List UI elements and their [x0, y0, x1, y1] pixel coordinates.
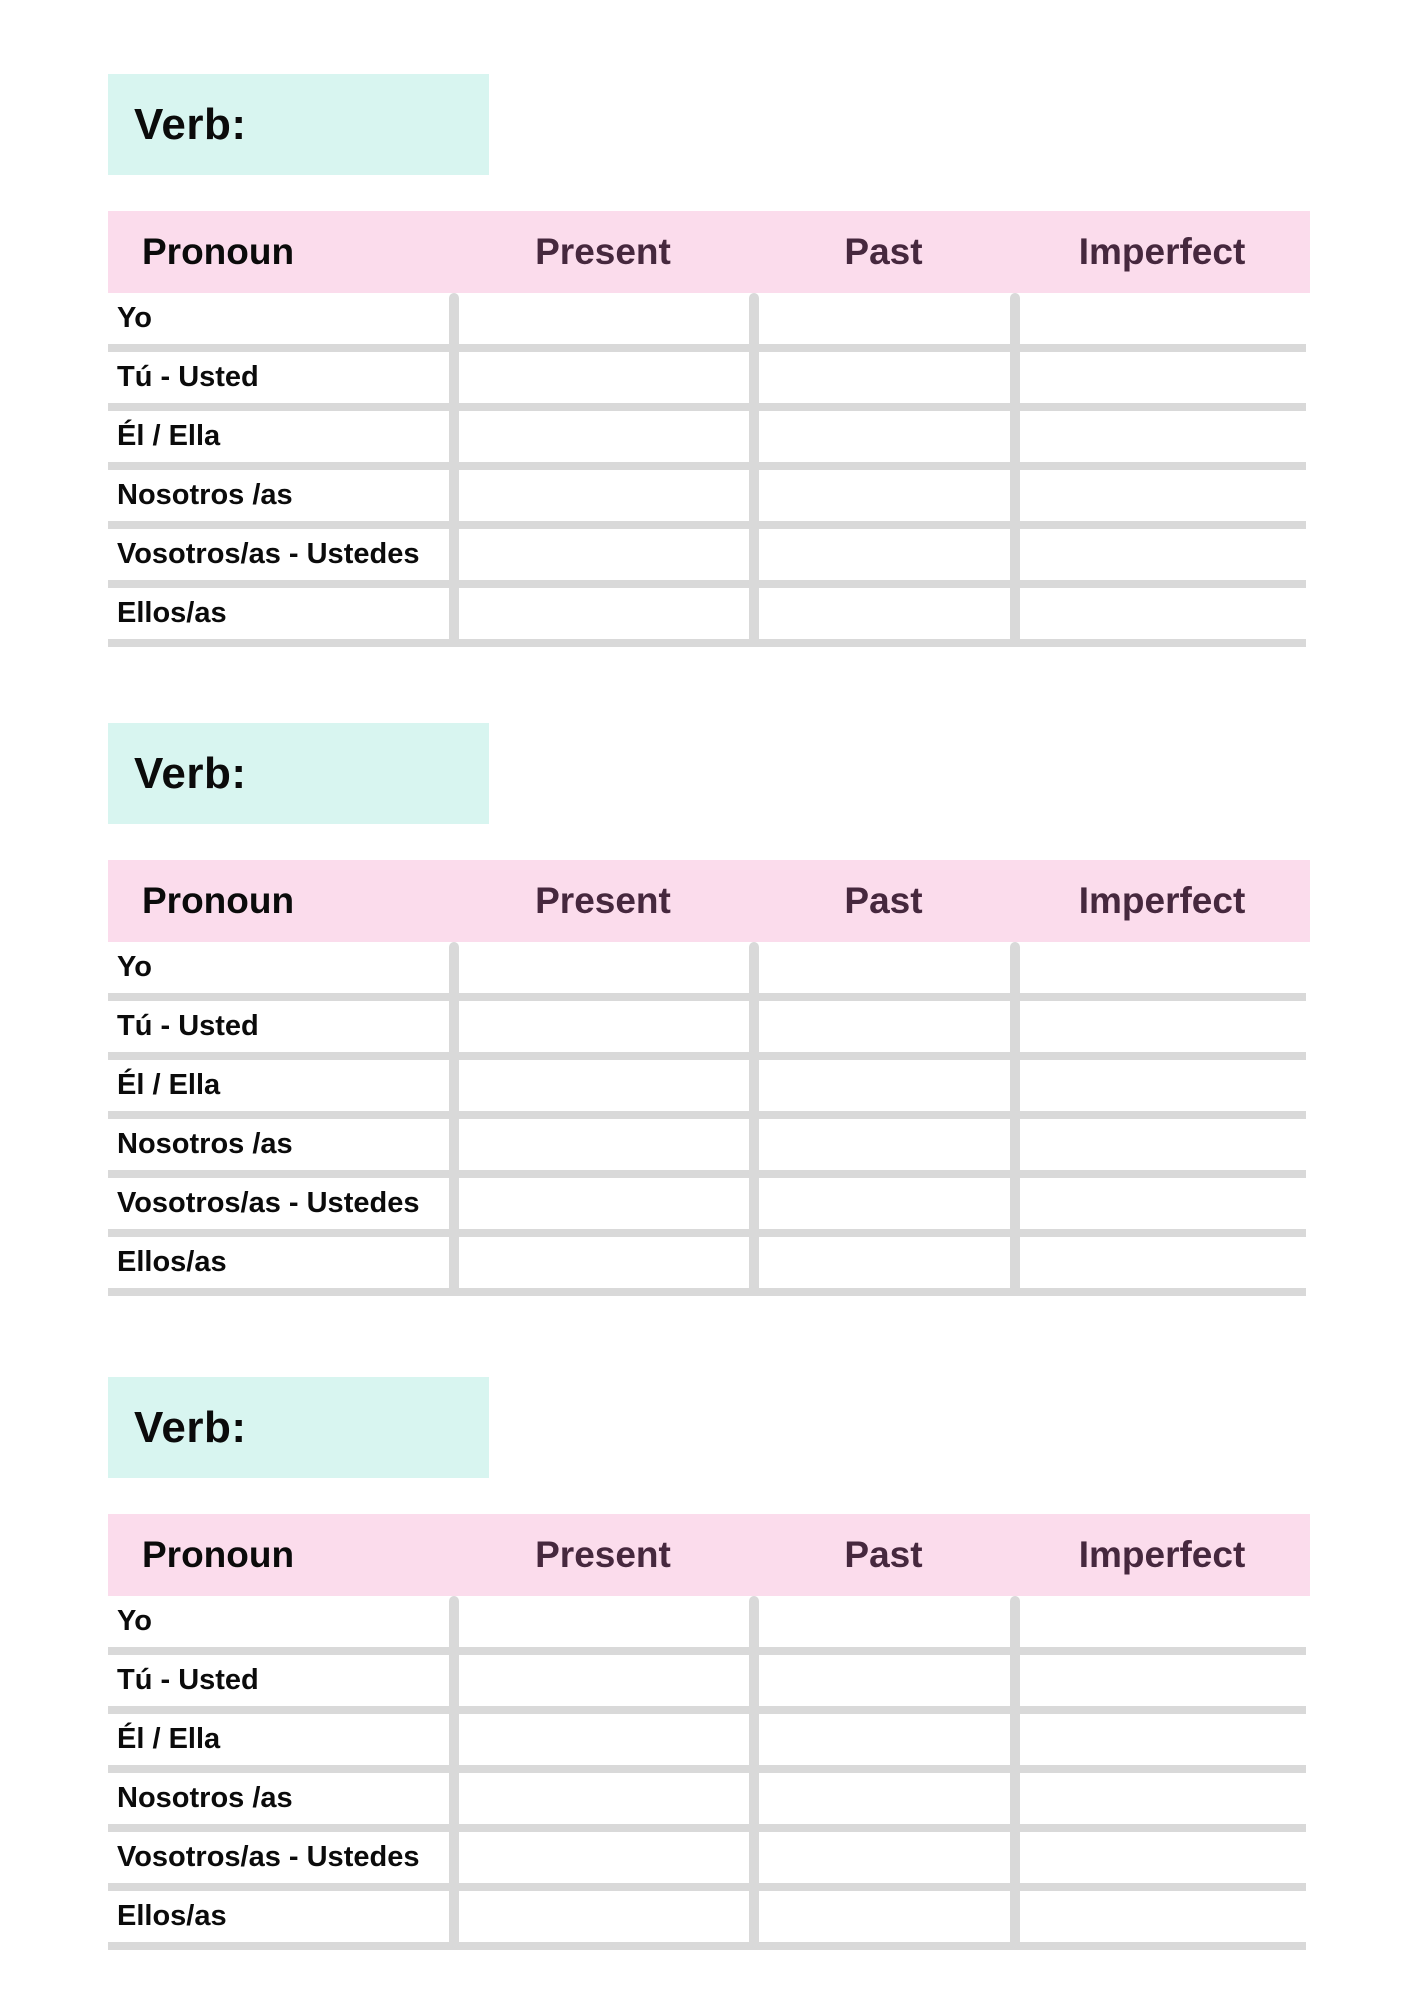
table-row: [108, 1119, 1310, 1170]
table-header: [108, 211, 1310, 293]
imperfect-answer-cell: [1014, 1178, 1310, 1229]
column-header-present: Present: [535, 231, 671, 272]
table-body: [108, 942, 1310, 1296]
past-answer-cell: [753, 942, 1014, 993]
present-answer-cell: [453, 1119, 753, 1170]
column-divider: [449, 293, 459, 647]
row-separator: [108, 1288, 1306, 1296]
imperfect-answer-cell: [1014, 352, 1310, 403]
verb-section-1: [108, 74, 1310, 647]
verb-section-2: [108, 723, 1310, 1296]
past-answer-cell: [753, 1596, 1014, 1647]
table-row: [108, 1060, 1310, 1111]
column-divider: [1010, 293, 1020, 647]
pronoun-cell: Tú - Usted: [117, 1010, 259, 1042]
table-body: [108, 293, 1310, 647]
column-divider: [749, 293, 759, 647]
imperfect-answer-cell: [1014, 1001, 1310, 1052]
imperfect-answer-cell: [1014, 293, 1310, 344]
column-header-imperfect: Imperfect: [1078, 231, 1246, 272]
past-answer-cell: [753, 1714, 1014, 1765]
verb-answer-blank: [247, 723, 489, 824]
table-header: [108, 1514, 1310, 1596]
table-row: [108, 942, 1310, 993]
column-header-pronoun: Pronoun: [142, 231, 295, 272]
pronoun-cell: Yo: [117, 951, 152, 983]
past-answer-cell: [753, 1832, 1014, 1883]
pronoun-cell: Vosotros/as - Ustedes: [117, 538, 420, 570]
pronoun-cell: Vosotros/as - Ustedes: [117, 1841, 420, 1873]
pronoun-cell: Él / Ella: [117, 420, 221, 452]
verb-label: Verb:: [134, 1402, 247, 1452]
row-separator: [108, 1229, 1306, 1237]
column-divider: [749, 942, 759, 1296]
table-row: [108, 1655, 1310, 1706]
past-answer-cell: [753, 1237, 1014, 1288]
past-answer-cell: [753, 1773, 1014, 1824]
verb-label-box: [108, 723, 489, 824]
table-header: [108, 860, 1310, 942]
column-divider: [1010, 1596, 1020, 1950]
column-header-present: Present: [535, 880, 671, 921]
table-row: [108, 1237, 1310, 1288]
row-separator: [108, 1647, 1306, 1655]
column-header-pronoun: Pronoun: [142, 880, 295, 921]
table-body: [108, 1596, 1310, 1950]
past-answer-cell: [753, 1060, 1014, 1111]
pronoun-cell: Tú - Usted: [117, 361, 259, 393]
table-row: [108, 1596, 1310, 1647]
imperfect-answer-cell: [1014, 470, 1310, 521]
imperfect-answer-cell: [1014, 1714, 1310, 1765]
pronoun-cell: Nosotros /as: [117, 479, 293, 511]
present-answer-cell: [453, 529, 753, 580]
column-header-present: Present: [535, 1534, 671, 1575]
table-row: [108, 1714, 1310, 1765]
table-row: [108, 1832, 1310, 1883]
past-answer-cell: [753, 352, 1014, 403]
row-separator: [108, 1111, 1306, 1119]
row-separator: [108, 993, 1306, 1001]
verb-label-box: [108, 74, 489, 175]
row-separator: [108, 1706, 1306, 1714]
row-separator: [108, 1170, 1306, 1178]
pronoun-cell: Yo: [117, 1605, 152, 1637]
imperfect-answer-cell: [1014, 1060, 1310, 1111]
imperfect-answer-cell: [1014, 1655, 1310, 1706]
past-answer-cell: [753, 470, 1014, 521]
table-row: [108, 1001, 1310, 1052]
present-answer-cell: [453, 1773, 753, 1824]
pronoun-cell: Nosotros /as: [117, 1128, 293, 1160]
pronoun-cell: Ellos/as: [117, 1900, 227, 1932]
row-separator: [108, 1765, 1306, 1773]
row-separator: [108, 462, 1306, 470]
column-header-past: Past: [844, 231, 923, 272]
present-answer-cell: [453, 1596, 753, 1647]
table-row: [108, 470, 1310, 521]
column-header-past: Past: [844, 1534, 923, 1575]
pronoun-cell: Ellos/as: [117, 597, 227, 629]
imperfect-answer-cell: [1014, 1596, 1310, 1647]
row-separator: [108, 403, 1306, 411]
column-divider: [1010, 942, 1020, 1296]
verb-answer-blank: [247, 1377, 489, 1478]
row-separator: [108, 1942, 1306, 1950]
imperfect-answer-cell: [1014, 1773, 1310, 1824]
pronoun-cell: Yo: [117, 302, 152, 334]
pronoun-cell: Tú - Usted: [117, 1664, 259, 1696]
verb-label: Verb:: [134, 99, 247, 149]
past-answer-cell: [753, 1119, 1014, 1170]
row-separator: [108, 1824, 1306, 1832]
past-answer-cell: [753, 1891, 1014, 1942]
imperfect-answer-cell: [1014, 1832, 1310, 1883]
past-answer-cell: [753, 1655, 1014, 1706]
verb-label-box: [108, 1377, 489, 1478]
present-answer-cell: [453, 1832, 753, 1883]
past-answer-cell: [753, 1178, 1014, 1229]
row-separator: [108, 1883, 1306, 1891]
pronoun-cell: Él / Ella: [117, 1723, 221, 1755]
table-row: [108, 529, 1310, 580]
conjugation-table-2: [108, 860, 1310, 1296]
row-separator: [108, 344, 1306, 352]
present-answer-cell: [453, 293, 753, 344]
past-answer-cell: [753, 588, 1014, 639]
present-answer-cell: [453, 411, 753, 462]
present-answer-cell: [453, 1001, 753, 1052]
present-answer-cell: [453, 1655, 753, 1706]
imperfect-answer-cell: [1014, 942, 1310, 993]
row-separator: [108, 639, 1306, 647]
table-row: [108, 1773, 1310, 1824]
verb-section-3: [108, 1377, 1310, 1950]
present-answer-cell: [453, 1714, 753, 1765]
present-answer-cell: [453, 1060, 753, 1111]
table-row: [108, 293, 1310, 344]
pronoun-cell: Ellos/as: [117, 1246, 227, 1278]
present-answer-cell: [453, 1891, 753, 1942]
present-answer-cell: [453, 352, 753, 403]
past-answer-cell: [753, 1001, 1014, 1052]
table-row: [108, 411, 1310, 462]
table-row: [108, 352, 1310, 403]
column-header-pronoun: Pronoun: [142, 1534, 295, 1575]
imperfect-answer-cell: [1014, 529, 1310, 580]
column-divider: [449, 1596, 459, 1950]
table-row: [108, 1891, 1310, 1942]
present-answer-cell: [453, 942, 753, 993]
conjugation-table-3: [108, 1514, 1310, 1950]
column-divider: [749, 1596, 759, 1950]
present-answer-cell: [453, 1237, 753, 1288]
imperfect-answer-cell: [1014, 1891, 1310, 1942]
conjugation-table-1: [108, 211, 1310, 647]
table-row: [108, 588, 1310, 639]
verb-answer-blank: [247, 74, 489, 175]
past-answer-cell: [753, 411, 1014, 462]
past-answer-cell: [753, 293, 1014, 344]
column-header-imperfect: Imperfect: [1078, 880, 1246, 921]
column-header-imperfect: Imperfect: [1078, 1534, 1246, 1575]
present-answer-cell: [453, 470, 753, 521]
table-row: [108, 1178, 1310, 1229]
pronoun-cell: Vosotros/as - Ustedes: [117, 1187, 420, 1219]
present-answer-cell: [453, 588, 753, 639]
present-answer-cell: [453, 1178, 753, 1229]
row-separator: [108, 521, 1306, 529]
imperfect-answer-cell: [1014, 411, 1310, 462]
imperfect-answer-cell: [1014, 588, 1310, 639]
row-separator: [108, 580, 1306, 588]
past-answer-cell: [753, 529, 1014, 580]
pronoun-cell: Él / Ella: [117, 1069, 221, 1101]
row-separator: [108, 1052, 1306, 1060]
column-divider: [449, 942, 459, 1296]
imperfect-answer-cell: [1014, 1237, 1310, 1288]
pronoun-cell: Nosotros /as: [117, 1782, 293, 1814]
verb-label: Verb:: [134, 748, 247, 798]
column-header-past: Past: [844, 880, 923, 921]
imperfect-answer-cell: [1014, 1119, 1310, 1170]
